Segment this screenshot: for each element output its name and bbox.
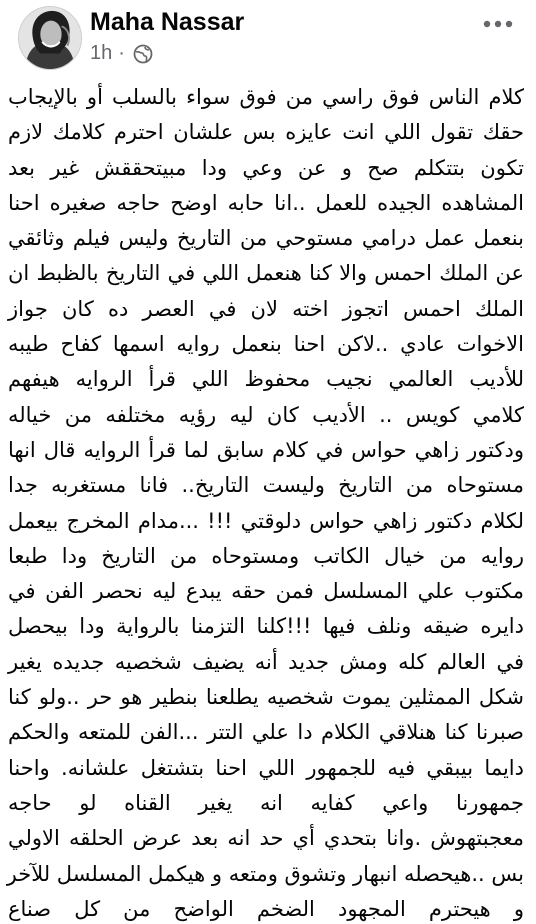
post-text-line: دايره ضيقه ونلف فيها !!!كلنا التزمنا بالرواية ودا بيحصل (8, 614, 524, 639)
post-text-line: صبرنا كنا هنلاقي الكلام دا علي التتر ...الفن للمتعه والحكم (8, 720, 524, 745)
post-text (6, 80, 526, 924)
meta-separator: · (118, 42, 125, 64)
post-text-line: حقك تقول اللي انت عايزه بس علشان احترم كلامك لازم (8, 120, 524, 145)
post-text-line: مستوحاه من التاريخ وليست التاريخ.. فانا مستغربه جدا (8, 473, 524, 498)
post-text-line: تكون بتتكلم صح و عن وعي ودا مبيتحققش غير بعد (8, 155, 524, 180)
globe-icon[interactable] (133, 44, 153, 64)
post-text-line: روايه من خيال الكاتب ومستوحاه من التاريخ ودا طبعا (8, 543, 524, 568)
post-text-line: عن الملك احمس والا كنا هنعمل اللي في التاريخ بالظبط ان (8, 261, 524, 286)
more-horizontal-icon (483, 19, 513, 29)
post-text-line: دايما بيبقي فيه للجمهور اللي احنا بتشتغل علشانه. واحنا (8, 755, 524, 780)
post-text-line: بنعمل عمل درامي مستوحي من التاريخ وليس فيلم وثائقي (8, 226, 524, 251)
author-name[interactable]: Maha Nassar (90, 8, 245, 36)
post-text-line: المشاهده الجيده للعمل ..انا حابه اوضح حاجه صغيره احنا (8, 190, 524, 215)
post-text-line: للأديب العالمي نجيب محفوظ اللي قرأ الروايه هيفهم (8, 367, 524, 392)
post-text-line: الاخوات عادي ..لاكن احنا بنعمل روايه اسمها كفاح طيبه (8, 332, 524, 357)
post-text-line: جمهورنا واعي كفايه انه يغير القناه لو حاجه (8, 790, 524, 815)
post-text-line: كلام الناس فوق راسي من فوق سواء بالسلب أو بالإيجاب (8, 85, 524, 109)
post-text-line: في العالم كله ومش جديد أنه يضيف شخصيه جديده يغير (8, 649, 524, 674)
post-meta (90, 42, 153, 65)
post-text-line: ودكتور زاهي حواس في كلام سابق لما قرأ الروايه قال انها (8, 437, 524, 462)
post-text-line: شكل الممثلين يموت شخصيه يطلعنا بنطير هو حر ..ولو كنا (8, 685, 524, 710)
post-header (0, 0, 536, 80)
more-options-button[interactable] (478, 4, 518, 44)
avatar[interactable] (18, 6, 82, 70)
post-text-line: مكتوب علي المسلسل فمن حقه يبدع ليه نحصر الفن في (8, 579, 524, 604)
post-text-line: الملك احمس اتجوز اخته لان في العصر ده كان جواز (8, 296, 524, 321)
post-text-line: بس ..هيحصله انبهار وتشوق ومتعه و هيكمل المسلسل للآخر (6, 861, 524, 886)
post-text-line: معجبتهوش .وانا بتحدي أي حد انه بعد عرض الحلقه الاولي (8, 826, 524, 851)
post-text-line: و هيحترم المجهود الضخم الواضح من كل صناع (8, 896, 524, 921)
post-text-line: كلامي كويس .. الأديب كان ليه رؤيه مختلفه من خياله (8, 402, 524, 427)
post-text-line: لكلام دكتور زاهي حواس دلوقتي !!! ...مدام المخرج بيعمل (8, 508, 524, 533)
post-time[interactable]: 1h (90, 42, 113, 64)
